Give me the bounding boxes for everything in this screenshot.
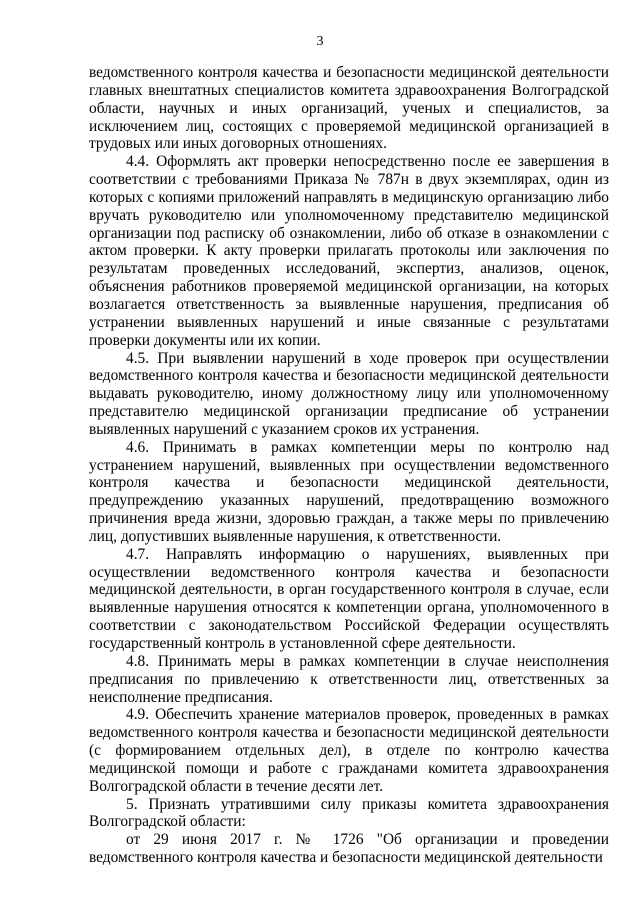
paragraph-4-7: 4.7. Направлять информацию о нарушениях, выявленных при осуществлении ведомственного контроля качества и безопасности медицинской деятельности, в орган государственного контроля в случае, если выявленные нарушения относятся к компетенции органа, уполномоченного в соответствии с законодательством Российской Федерации осуществлять государственный контроль в установленной сфере деятельности.	[89, 545, 609, 652]
paragraph-5: 5. Признать утратившими силу приказы комитета здравоохранения Волгоградской области:	[89, 795, 609, 831]
paragraph-continuation: ведомственного контроля качества и безопасности медицинской деятельности главных внештатных специалистов комитета здравоохранения Волгоградской области, научных и иных организаций, ученых и специалистов, за исключением лиц, состоящих с проверяемой медицинской организацией в трудовых или иных договорных отношениях.	[89, 64, 609, 153]
paragraph-4-6: 4.6. Принимать в рамках компетенции меры по контролю над устранением нарушений, выявленных при осуществлении ведомственного контроля качества и безопасности медицинской деятельности, предупреждению указанных нарушений, предотвращению возможного причинения вреда жизни, здоровью граждан, а также меры по привлечению лиц, допустивших выявленные нарушения, к ответственности.	[89, 438, 609, 545]
document-body	[89, 64, 609, 867]
paragraph-4-5: 4.5. При выявлении нарушений в ходе проверок при осуществлении ведомственного контроля качества и безопасности медицинской деятельности выдавать руководителю, иному должностному лицу или уполномоченному представителю медицинской организации предписание об устранении выявленных нарушений с указанием сроков их устранения.	[89, 349, 609, 438]
paragraph-order-2017: от 29 июня 2017 г. № 1726 "Об организации и проведении ведомственного контроля качества и безопасности медицинской деятельности	[89, 831, 609, 867]
paragraph-4-4: 4.4. Оформлять акт проверки непосредственно после ее завершения в соответствии с требованиями Приказа № 787н в двух экземплярах, один из которых с копиями приложений направлять в медицинскую организацию либо вручать руководителю или уполномоченному представителю медицинской организации под расписку об ознакомлении, либо об отказе в ознакомлении с актом проверки. К акту проверки прилагать протоколы или заключения по результатам проведенных исследований, экспертиз, анализов, оценок, объяснения работников проверяемой медицинской организации, на которых возлагается ответственность за выявленные нарушения, предписания об устранении выявленных нарушений и иные связанные с результатами проверки документы или их копии.	[89, 153, 609, 349]
page-number: 3	[316, 34, 324, 49]
paragraph-4-8: 4.8. Принимать меры в рамках компетенции в случае неисполнения предписания по привлечению к ответственности лиц, ответственных за неисполнение предписания.	[89, 652, 609, 706]
paragraph-4-9: 4.9. Обеспечить хранение материалов проверок, проведенных в рамках ведомственного контроля качества и безопасности медицинской деятельности (с формированием отдельных дел), в отделе по контролю качества медицинской помощи и работе с гражданами комитета здравоохранения Волгоградской области в течение десяти лет.	[89, 706, 609, 795]
